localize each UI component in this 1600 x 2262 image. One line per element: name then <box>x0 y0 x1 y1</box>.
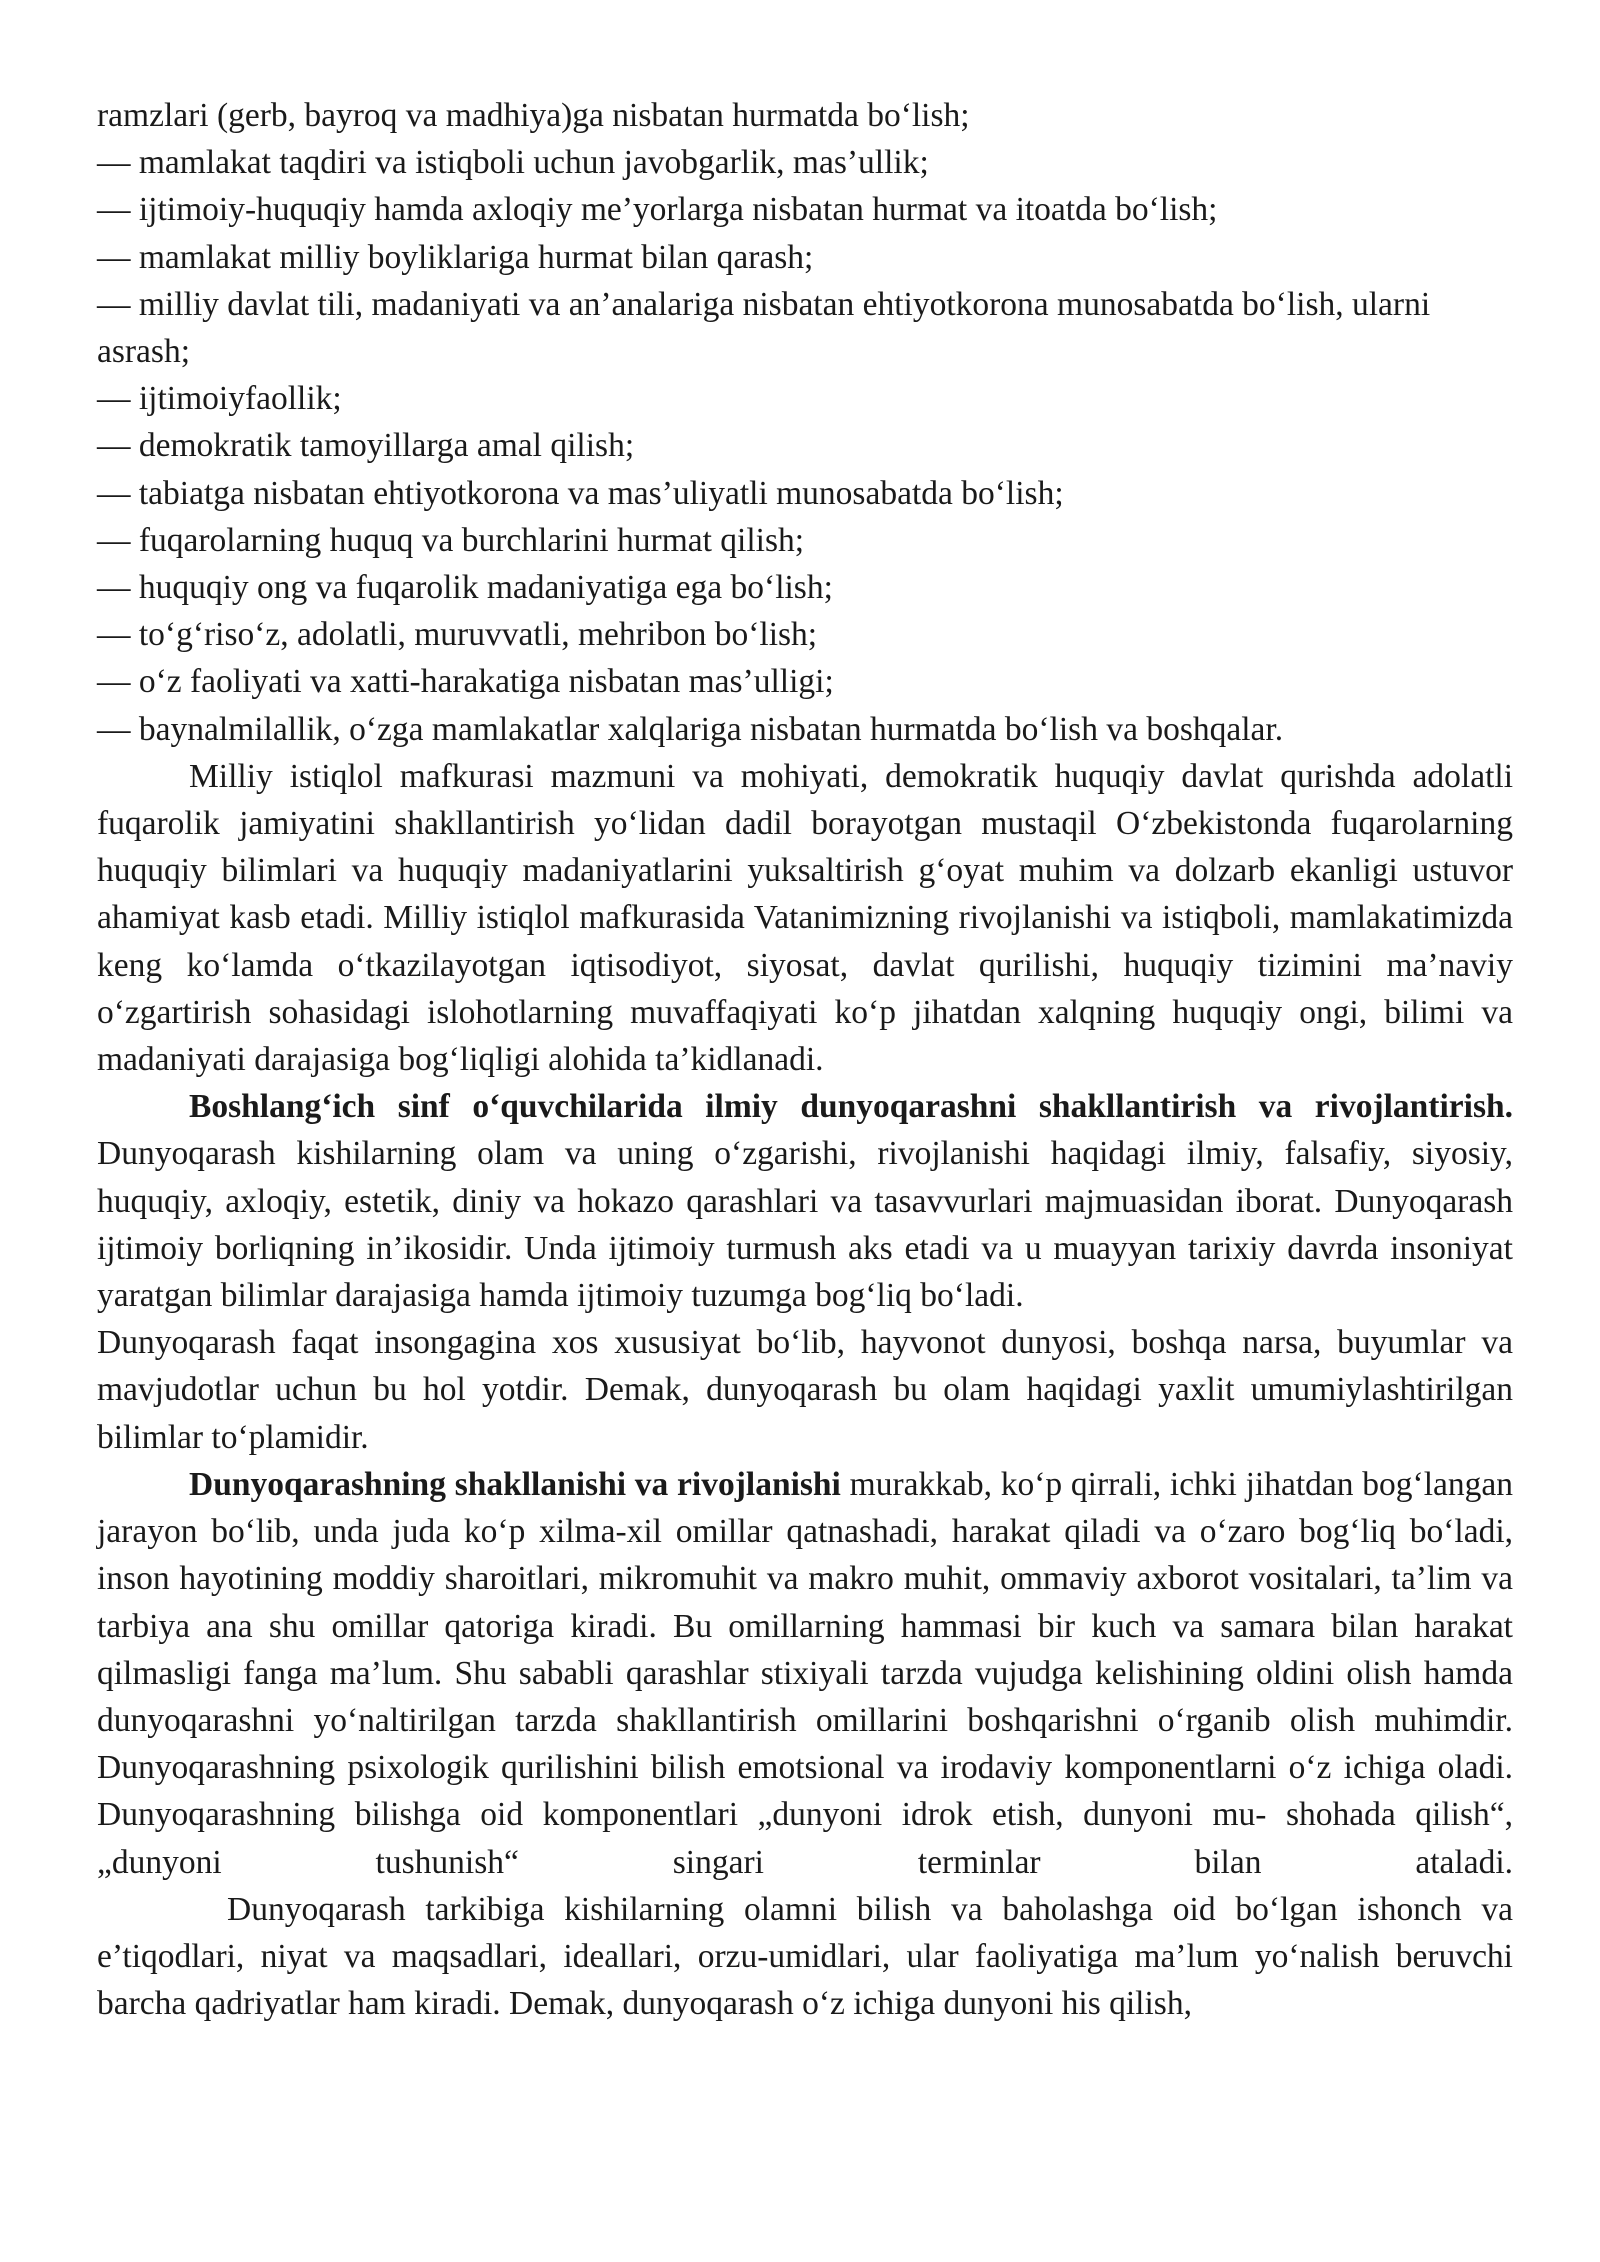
section-heading-shakllanishi: Dunyoqarashning shakllanishi va rivojlanishi <box>189 1465 841 1503</box>
list-line-11: — to‘g‘riso‘z, adolatli, muruvvatli, mehribon bo‘lish; <box>97 616 818 654</box>
list-line-8: — tabiatga nisbatan ehtiyotkorona va mas’uliyatli munosabatda bo‘lish; <box>97 474 1064 512</box>
list-line-7: — demokratik tamoyillarga amal qilish; <box>97 427 635 465</box>
paragraph-shakllanishi <box>97 1461 1513 1886</box>
list-line-3: — ijtimoiy-huquqiy hamda axloqiy me’yorlarga nisbatan hurmat va itoatda bo‘lish; <box>97 191 1218 229</box>
list-line-9: — fuqarolarning huquq va burchlarini hurmat qilish; <box>97 521 805 559</box>
list-line-10: — huquqiy ong va fuqarolik madaniyatiga ega bo‘lish; <box>97 569 833 607</box>
paragraph-dunyoqarash-definition <box>97 1083 1513 1319</box>
list-line-6: — ijtimoiyfaollik; <box>97 380 342 418</box>
section-heading-ilmiy-dunyoqarash: Boshlang‘ich sinf o‘quvchilarida ilmiy dunyoqarashni shakllantirish va rivojlantirish. <box>189 1088 1513 1126</box>
document-page <box>97 92 1513 2027</box>
paragraph-tarkibi: Dunyoqarash tarkibiga kishilarning olamni bilish va baholashga oid bo‘lgan ishonch va e’tiqodlari, niyat va maqsadlari, ideallari, orzu-umidlari, ular faoliyatiga ma’lum yo‘nalish beruvchi barcha qadriyatlar ham kiradi. Demak, dunyoqarash o‘z ichiga dunyoni his qilish, <box>97 1890 1513 2023</box>
list-line-13: — baynalmilallik, o‘zga mamlakatlar xalqlariga nisbatan hurmatda bo‘lish va boshqalar. <box>97 710 1284 748</box>
paragraph-dunyoqarash-continued: Dunyoqarash faqat insongagina xos xususiyat bo‘lib, hayvonot dunyosi, boshqa narsa, buyumlar va mavjudotlar uchun bu hol yotdir. Demak, dunyoqarash bu olam haqidagi yaxlit umumiylashtirilgan bilimlar to‘plamidir. <box>97 1324 1513 1456</box>
list-line-4: — mamlakat milliy boyliklariga hurmat bilan qarash; <box>97 238 814 276</box>
list-line-1: ramzlari (gerb, bayroq va madhiya)ga nisbatan hurmatda bo‘lish; <box>97 97 970 134</box>
paragraph-mafkura: Milliy istiqlol mafkurasi mazmuni va mohiyati, demokratik huquqiy davlat qurishda adolatli fuqarolik jamiyatini shakllantirish yo‘lidan dadil borayotgan mustaqil O‘zbekistonda fuqarolarning huquqiy bilimlari va huquqiy madaniyatlarini yuksaltirish g‘oyat muhim va dolzarb ekanligi ustuvor ahamiyat kasb etadi. Milliy istiqlol mafkurasida Vatanimizning rivojlanishi va istiqboli, mamlakatimizda keng ko‘lamda o‘tkazilayotgan iqtisodiyot, siyosat, davlat qurilishi, huquqiy tizimini ma’naviy o‘zgartirish sohasidagi islohotlarning muvaffaqiyati ko‘p jihatdan xalqning huquqiy ongi, bilimi va madaniyati darajasiga bog‘liqligi alohida ta’kidlanadi. <box>97 757 1513 1079</box>
list-line-5: — milliy davlat tili, madaniyati va an’analariga nisbatan ehtiyotkorona munosabatda bo‘lish, ularni asrash; <box>97 285 1431 371</box>
list-line-2: — mamlakat taqdiri va istiqboli uchun javobgarlik, mas’ullik; <box>97 144 929 182</box>
paragraph-shakllanishi-text: murakkab, ko‘p qirrali, ichki jihatdan bog‘langan jarayon bo‘lib, unda juda ko‘p xilma-xil omillar qatnashadi, harakat qiladi va o‘zaro bog‘liq bo‘ladi, inson hayotining moddiy sharoitlari, mikromuhit va makro muhit, ommaviy axborot vositalari, ta’lim va tarbiya ana shu omillar qatoriga kiradi. Bu omillarning hammasi bir kuch va samara bilan harakat qilmasligi fanga ma’lum. Shu sababli qarashlar stixiyali tarzda vujudga kelishining oldini olish hamda dunyoqarashni yo‘naltirilgan tarzda shakllantirish omillarini boshqarishni o‘rganib olish muhimdir. Dunyoqarashning psixologik qurilishini bilish emotsional va irodaviy komponentlarni o‘z ichiga oladi. Dunyoqarashning bilishga oid komponentlari „dunyoni idrok etish, dunyoni mu- shohada qilish“, „dunyoni tushunish“ singari terminlar bilan ataladi. <box>97 1465 1514 1881</box>
paragraph-dunyoqarash-text: Dunyoqarash kishilarning olam va uning o‘zgarishi, rivojlanishi haqidagi ilmiy, falsafiy, siyosiy, huquqiy, axloqiy, estetik, diniy va hokazo qarashlari va tasavvurlari majmuasidan iborat. Dunyoqarash ijtimoiy borliqning in’ikosidir. Unda ijtimoiy turmush aks etadi va u muayyan tarixiy davrda insoniyat yaratgan bilimlar darajasiga hamda ijtimoiy tuzumga bog‘liq bo‘ladi. <box>97 1135 1513 1315</box>
list-line-12: — o‘z faoliyati va xatti-harakatiga nisbatan mas’ulligi; <box>97 663 834 701</box>
